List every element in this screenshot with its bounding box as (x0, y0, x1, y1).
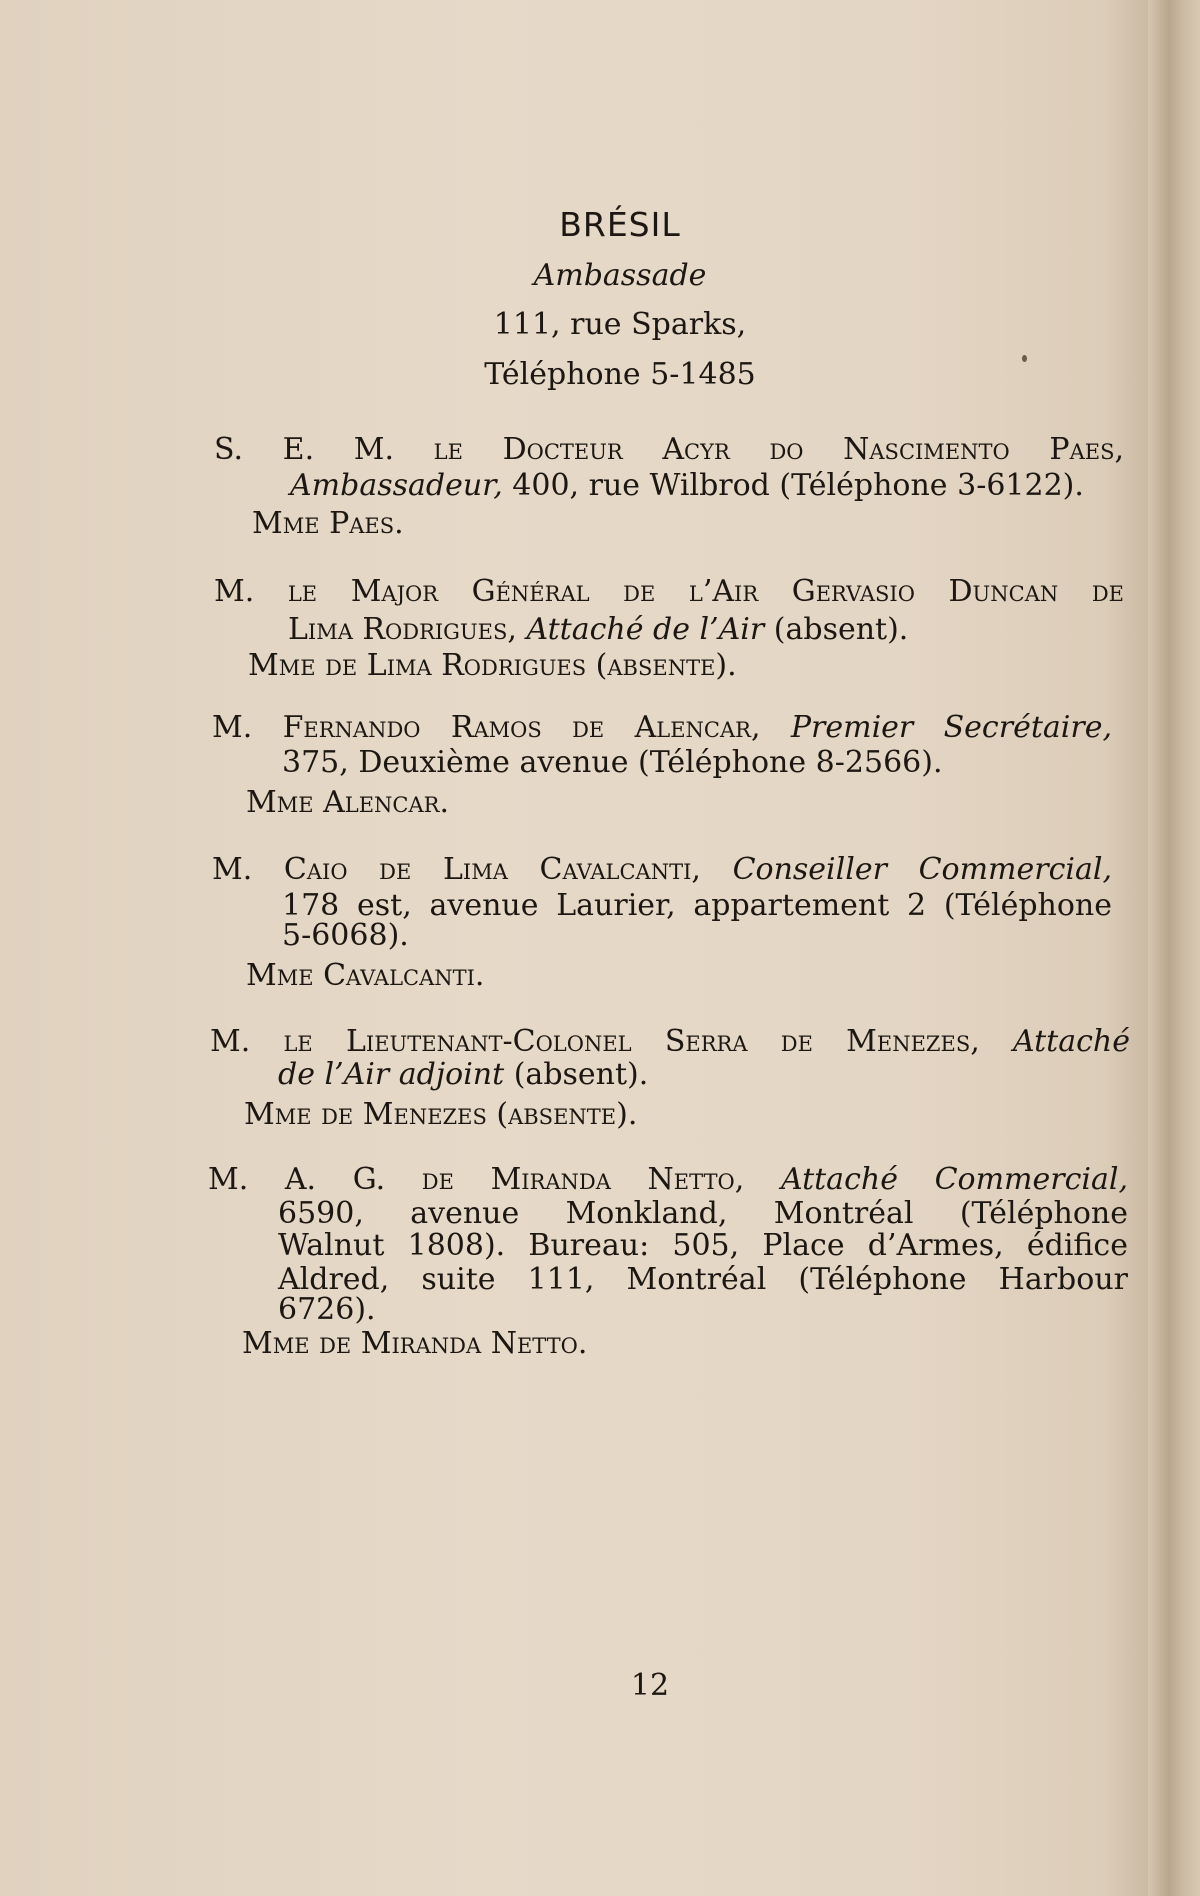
spouse-line: Mme de Miranda Netto. (242, 1326, 588, 1361)
spouse-line: Mme Alencar. (246, 785, 449, 820)
country-heading: BRÉSIL (559, 205, 681, 244)
entry-status: (absent). (764, 612, 909, 647)
entry-address: 178 est, avenue Laurier, appartement 2 (Téléphone (282, 888, 1112, 923)
mission-type: Ambassade (533, 258, 707, 293)
entry-name: M. le Lieutenant-Colonel Serra de Menezes, (210, 1024, 980, 1059)
entry-address-cont: 6726). (278, 1292, 376, 1327)
mission-address: 111, rue Sparks, (493, 307, 747, 342)
entry-title-cont: de l’Air adjoint (278, 1057, 505, 1092)
entry-address: 400, rue Wilbrod (Téléphone 3-6122). (502, 468, 1084, 503)
entry-name: M. Caio de Lima Cavalcanti, (212, 852, 701, 887)
entry-title: Premier Secrétaire, (790, 710, 1112, 745)
spouse-line: Mme de Lima Rodrigues (absente). (248, 648, 737, 683)
entry-address: 6590, avenue Monkland, Montréal (Téléphone (278, 1196, 1128, 1231)
spouse-line: Mme Cavalcanti. (246, 958, 485, 993)
entry-title: Attaché de l’Air (526, 612, 765, 647)
entry-title: Attaché (1012, 1024, 1130, 1059)
mission-phone: Téléphone 5-1485 (484, 357, 756, 392)
entry-title: Attaché Commercial, (780, 1162, 1128, 1197)
entry-title: Conseiller Commercial, (732, 852, 1112, 887)
entry-name-line: S. E. M. le Docteur Acyr do Nascimento Paes, (214, 432, 1124, 467)
entry-address-cont: 5-6068). (282, 918, 409, 953)
spouse-line: Mme de Menezes (absente). (244, 1097, 638, 1132)
entry-name: Lima Rodrigues, (288, 612, 517, 647)
page-number: 12 (630, 1668, 670, 1703)
entry-address-cont: Walnut 1808). Bureau: 505, Place d’Armes, édifice (278, 1228, 1128, 1263)
entry-detail-line (290, 468, 1084, 503)
entry-name-line: M. le Major Général de l’Air Gervasio Duncan de (214, 574, 1124, 609)
entry-address: 375, Deuxième avenue (Téléphone 8-2566). (282, 745, 943, 780)
entry-name: M. Fernando Ramos de Alencar, (212, 710, 761, 745)
entry-status: (absent). (504, 1057, 649, 1092)
spouse-line: Mme Paes. (252, 506, 404, 541)
entry-address-cont: Aldred, suite 111, Montréal (Téléphone Harbour (278, 1262, 1128, 1297)
entry-title: Ambassadeur, (290, 468, 503, 503)
entry-name: M. A. G. de Miranda Netto, (208, 1162, 745, 1197)
